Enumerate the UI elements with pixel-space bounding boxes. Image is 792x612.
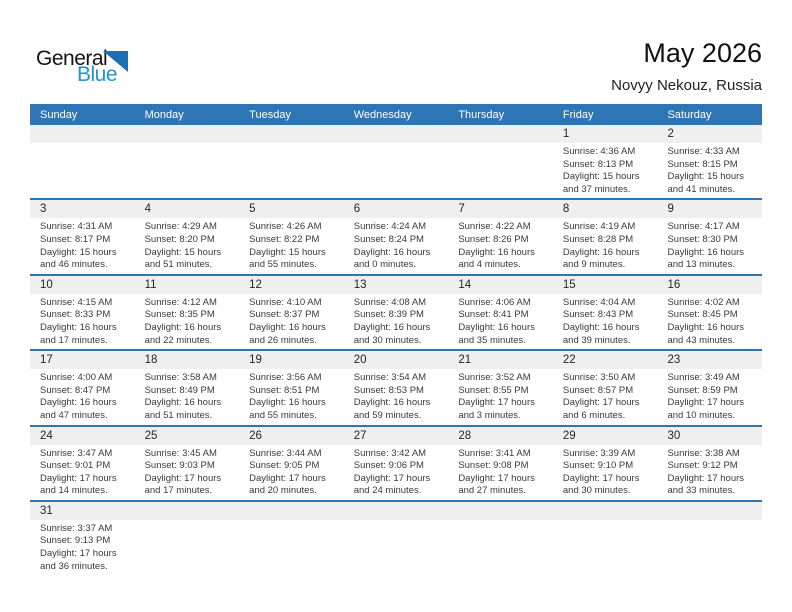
sunset-text: Sunset: 8:13 PM (562, 158, 634, 170)
sunset-text: Sunset: 8:28 PM (562, 233, 634, 245)
day-number (135, 502, 240, 520)
day-number: 23 (667, 354, 681, 367)
day-cell (30, 520, 135, 580)
week-row (30, 276, 762, 351)
day-number: 7 (458, 203, 465, 216)
day-cell (553, 143, 658, 198)
day-detail-band (30, 143, 762, 198)
day-number (30, 125, 135, 143)
daylight-text-line1: Daylight: 17 hours (249, 472, 326, 484)
daylight-text-line2: and 55 minutes. (249, 259, 317, 271)
day-cell (135, 445, 240, 500)
sunset-text: Sunset: 8:41 PM (458, 309, 529, 321)
day-number-band (30, 351, 762, 369)
day-number: 18 (144, 354, 158, 367)
day-number (135, 125, 240, 143)
sunrise-text: Sunrise: 3:44 AM (249, 447, 322, 459)
day-cell (30, 445, 135, 500)
daylight-text-line2: and 24 minutes. (353, 485, 422, 497)
day-number (553, 502, 658, 520)
day-cell (448, 218, 553, 273)
day-number: 28 (458, 429, 472, 442)
day-cell (657, 294, 762, 349)
daylight-text-line2: and 37 minutes. (562, 183, 631, 195)
daylight-text-line2: and 17 minutes. (40, 334, 108, 346)
day-number (448, 502, 553, 520)
sunrise-text: Sunrise: 4:24 AM (353, 221, 427, 233)
day-cell (344, 520, 449, 580)
daylight-text-line2: and 46 minutes. (40, 259, 108, 271)
day-cell (657, 369, 762, 424)
sunset-text: Sunset: 9:06 PM (353, 460, 424, 472)
sunset-text: Sunset: 8:17 PM (40, 233, 111, 245)
daylight-text-line1: Daylight: 16 hours (40, 397, 117, 409)
daylight-text-line1: Daylight: 16 hours (353, 246, 431, 258)
day-cell (30, 143, 135, 198)
day-number: 6 (353, 203, 361, 216)
sunrise-text: Sunrise: 3:47 AM (40, 447, 113, 459)
daylight-text-line2: and 39 minutes. (562, 334, 631, 346)
daylight-text-line1: Daylight: 16 hours (144, 321, 222, 333)
day-cell (553, 445, 658, 500)
sunset-text: Sunset: 8:33 PM (40, 309, 111, 321)
day-cell (239, 143, 344, 198)
sunset-text: Sunset: 8:49 PM (144, 384, 215, 396)
day-number: 1 (562, 128, 570, 140)
day-cell (448, 369, 553, 424)
day-number: 27 (353, 429, 367, 442)
week-row (30, 200, 762, 275)
day-number: 26 (249, 429, 262, 442)
day-number: 13 (353, 278, 367, 291)
day-cell (239, 445, 344, 500)
day-number: 30 (667, 429, 681, 442)
sunset-text: Sunset: 8:51 PM (249, 384, 320, 396)
day-cell (30, 218, 135, 273)
sunset-text: Sunset: 8:30 PM (667, 233, 738, 245)
day-number: 31 (40, 504, 53, 517)
daylight-text-line2: and 43 minutes. (667, 334, 736, 346)
daylight-text-line1: Daylight: 17 hours (458, 472, 535, 484)
daylight-text-line2: and 47 minutes. (40, 409, 108, 421)
day-cell (344, 369, 449, 424)
day-number (344, 125, 449, 143)
day-cell (448, 294, 553, 349)
sunset-text: Sunset: 8:55 PM (458, 384, 529, 396)
sunrise-text: Sunrise: 4:36 AM (562, 146, 636, 157)
sunset-text: Sunset: 8:47 PM (40, 384, 111, 396)
general-blue-logo (36, 47, 156, 97)
daylight-text-line2: and 26 minutes. (249, 334, 317, 346)
day-detail-band (30, 218, 762, 273)
day-cell (448, 445, 553, 500)
weekday-header: Sunday (40, 108, 78, 121)
sunset-text: Sunset: 8:57 PM (562, 384, 634, 396)
day-number (239, 125, 344, 143)
sunset-text: Sunset: 8:43 PM (562, 309, 634, 321)
daylight-text-line2: and 35 minutes. (458, 334, 526, 346)
sunrise-text: Sunrise: 3:41 AM (458, 447, 531, 459)
daylight-text-line2: and 30 minutes. (353, 334, 422, 346)
day-number: 20 (353, 354, 367, 367)
day-cell (448, 143, 553, 198)
sunrise-text: Sunrise: 4:26 AM (249, 221, 322, 233)
daylight-text-line1: Daylight: 15 hours (40, 246, 117, 258)
sunrise-text: Sunrise: 3:45 AM (144, 447, 217, 459)
daylight-text-line1: Daylight: 16 hours (249, 321, 326, 333)
daylight-text-line1: Daylight: 17 hours (667, 397, 745, 409)
sunrise-text: Sunrise: 3:56 AM (249, 372, 322, 384)
daylight-text-line1: Daylight: 16 hours (667, 246, 745, 258)
day-cell (135, 143, 240, 198)
daylight-text-line1: Daylight: 16 hours (249, 397, 326, 409)
day-cell (239, 218, 344, 273)
week-row (30, 502, 762, 580)
sunrise-text: Sunrise: 3:39 AM (562, 447, 636, 459)
sunset-text: Sunset: 8:59 PM (667, 384, 738, 396)
daylight-text-line1: Daylight: 17 hours (667, 472, 745, 484)
day-number: 15 (562, 278, 576, 291)
day-number: 3 (40, 203, 47, 216)
sunset-text: Sunset: 9:13 PM (40, 535, 111, 547)
daylight-text-line2: and 36 minutes. (40, 560, 108, 572)
week-row (30, 427, 762, 502)
sunset-text: Sunset: 8:20 PM (144, 233, 215, 245)
sunrise-text: Sunrise: 3:49 AM (667, 372, 740, 384)
daylight-text-line2: and 41 minutes. (667, 183, 736, 195)
day-cell (553, 520, 658, 580)
sunrise-text: Sunrise: 3:37 AM (40, 522, 113, 534)
weekday-header-row (30, 104, 762, 125)
sunset-text: Sunset: 8:15 PM (667, 158, 738, 170)
daylight-text-line2: and 27 minutes. (458, 485, 526, 497)
daylight-text-line1: Daylight: 16 hours (144, 397, 222, 409)
day-cell (239, 294, 344, 349)
daylight-text-line2: and 22 minutes. (144, 334, 213, 346)
day-cell (657, 218, 762, 273)
day-cell (657, 520, 762, 580)
day-detail-band (30, 445, 762, 500)
sunrise-text: Sunrise: 4:29 AM (144, 221, 217, 233)
weeks-container (30, 125, 762, 580)
sunrise-text: Sunrise: 4:02 AM (667, 296, 740, 308)
daylight-text-line1: Daylight: 17 hours (40, 472, 117, 484)
sunset-text: Sunset: 8:53 PM (353, 384, 424, 396)
sunrise-text: Sunrise: 4:04 AM (562, 296, 636, 308)
daylight-text-line2: and 3 minutes. (458, 409, 521, 421)
sunset-text: Sunset: 9:01 PM (40, 460, 111, 472)
sunrise-text: Sunrise: 4:00 AM (40, 372, 113, 384)
sunset-text: Sunset: 8:45 PM (667, 309, 738, 321)
weekday-header: Wednesday (353, 108, 412, 121)
daylight-text-line1: Daylight: 16 hours (353, 397, 431, 409)
daylight-text-line1: Daylight: 17 hours (562, 397, 640, 409)
day-detail-band (30, 294, 762, 349)
sunset-text: Sunset: 8:39 PM (353, 309, 424, 321)
day-cell (344, 143, 449, 198)
sunrise-text: Sunrise: 4:12 AM (144, 296, 217, 308)
sunrise-text: Sunrise: 4:33 AM (667, 146, 740, 157)
day-number (657, 502, 762, 520)
day-number (448, 125, 553, 143)
day-number: 25 (144, 429, 158, 442)
daylight-text-line2: and 9 minutes. (562, 259, 626, 271)
sunrise-text: Sunrise: 4:22 AM (458, 221, 531, 233)
sunrise-text: Sunrise: 3:54 AM (353, 372, 427, 384)
day-cell (239, 369, 344, 424)
day-cell (135, 369, 240, 424)
daylight-text-line1: Daylight: 17 hours (353, 472, 431, 484)
weekday-header: Monday (144, 108, 184, 121)
sunset-text: Sunset: 8:24 PM (353, 233, 424, 245)
day-cell (344, 294, 449, 349)
sunrise-text: Sunrise: 3:52 AM (458, 372, 531, 384)
day-number-band (30, 200, 762, 218)
daylight-text-line1: Daylight: 15 hours (144, 246, 222, 258)
daylight-text-line2: and 59 minutes. (353, 409, 422, 421)
day-number (344, 502, 449, 520)
daylight-text-line2: and 17 minutes. (144, 485, 213, 497)
day-cell (448, 520, 553, 580)
day-number: 11 (144, 278, 157, 291)
day-number: 9 (667, 203, 674, 216)
day-cell (553, 218, 658, 273)
day-number: 8 (562, 203, 570, 216)
day-number: 22 (562, 354, 576, 367)
daylight-text-line1: Daylight: 17 hours (40, 548, 117, 560)
daylight-text-line1: Daylight: 16 hours (562, 246, 640, 258)
day-cell (344, 218, 449, 273)
day-number: 12 (249, 278, 262, 291)
sunrise-text: Sunrise: 4:15 AM (40, 296, 113, 308)
day-cell (239, 520, 344, 580)
sunrise-text: Sunrise: 4:17 AM (667, 221, 740, 233)
daylight-text-line2: and 20 minutes. (249, 485, 317, 497)
daylight-text-line1: Daylight: 16 hours (40, 321, 117, 333)
page-title: May 2026 (643, 38, 762, 68)
day-cell (30, 369, 135, 424)
sunrise-text: Sunrise: 4:31 AM (40, 221, 113, 233)
sunrise-text: Sunrise: 3:38 AM (667, 447, 740, 459)
day-number: 2 (667, 128, 674, 140)
location-subtitle: Novyy Nekouz, Russia (611, 77, 762, 94)
day-number: 19 (249, 354, 262, 367)
daylight-text-line2: and 33 minutes. (667, 485, 736, 497)
daylight-text-line2: and 30 minutes. (562, 485, 631, 497)
day-number: 5 (249, 203, 256, 216)
day-number-band (30, 125, 762, 143)
sunset-text: Sunset: 9:03 PM (144, 460, 215, 472)
day-cell (30, 294, 135, 349)
daylight-text-line1: Daylight: 16 hours (458, 321, 535, 333)
daylight-text-line2: and 13 minutes. (667, 259, 736, 271)
sunrise-text: Sunrise: 3:42 AM (353, 447, 427, 459)
sunrise-text: Sunrise: 4:10 AM (249, 296, 322, 308)
sunset-text: Sunset: 8:37 PM (249, 309, 320, 321)
sunset-text: Sunset: 9:12 PM (667, 460, 738, 472)
sunset-text: Sunset: 9:08 PM (458, 460, 529, 472)
week-row (30, 351, 762, 426)
week-row (30, 125, 762, 200)
daylight-text-line2: and 0 minutes. (353, 259, 417, 271)
sunset-text: Sunset: 9:05 PM (249, 460, 320, 472)
daylight-text-line1: Daylight: 16 hours (562, 321, 640, 333)
day-cell (553, 369, 658, 424)
daylight-text-line2: and 6 minutes. (562, 409, 626, 421)
day-cell (657, 143, 762, 198)
daylight-text-line1: Daylight: 17 hours (144, 472, 222, 484)
day-number: 10 (40, 278, 53, 291)
weekday-header: Thursday (458, 108, 505, 121)
day-number-band (30, 427, 762, 445)
weekday-header: Saturday (667, 108, 712, 121)
daylight-text-line1: Daylight: 16 hours (458, 246, 535, 258)
daylight-text-line1: Daylight: 15 hours (667, 171, 745, 183)
sunrise-text: Sunrise: 3:50 AM (562, 372, 636, 384)
logo-text-general: General (36, 47, 108, 70)
day-cell (553, 294, 658, 349)
calendar-table (30, 104, 762, 580)
day-detail-band (30, 520, 762, 580)
day-cell (135, 218, 240, 273)
daylight-text-line2: and 14 minutes. (40, 485, 108, 497)
sunrise-text: Sunrise: 4:08 AM (353, 296, 427, 308)
title-block (611, 38, 762, 94)
day-number (239, 502, 344, 520)
day-number: 17 (40, 354, 53, 367)
daylight-text-line1: Daylight: 17 hours (458, 397, 535, 409)
day-number: 4 (144, 203, 151, 216)
sunrise-text: Sunrise: 4:06 AM (458, 296, 531, 308)
day-number: 24 (40, 429, 53, 442)
daylight-text-line1: Daylight: 15 hours (562, 171, 640, 183)
daylight-text-line2: and 4 minutes. (458, 259, 521, 271)
daylight-text-line2: and 51 minutes. (144, 259, 213, 271)
sunset-text: Sunset: 8:35 PM (144, 309, 215, 321)
day-cell (657, 445, 762, 500)
day-cell (344, 445, 449, 500)
daylight-text-line1: Daylight: 16 hours (353, 321, 431, 333)
daylight-text-line2: and 10 minutes. (667, 409, 736, 421)
sunrise-text: Sunrise: 3:58 AM (144, 372, 217, 384)
weekday-header: Friday (562, 108, 594, 121)
daylight-text-line2: and 55 minutes. (249, 409, 317, 421)
day-cell (135, 294, 240, 349)
day-detail-band (30, 369, 762, 424)
daylight-text-line1: Daylight: 17 hours (562, 472, 640, 484)
weekday-header: Tuesday (249, 108, 291, 121)
day-number: 14 (458, 278, 472, 291)
daylight-text-line1: Daylight: 16 hours (667, 321, 745, 333)
day-number-band (30, 276, 762, 294)
day-number: 16 (667, 278, 681, 291)
day-number: 29 (562, 429, 576, 442)
logo-text-blue: Blue (77, 63, 118, 86)
daylight-text-line1: Daylight: 15 hours (249, 246, 326, 258)
sunset-text: Sunset: 9:10 PM (562, 460, 634, 472)
day-cell (135, 520, 240, 580)
sunset-text: Sunset: 8:22 PM (249, 233, 320, 245)
sunrise-text: Sunrise: 4:19 AM (562, 221, 636, 233)
day-number-band (30, 502, 762, 520)
sunset-text: Sunset: 8:26 PM (458, 233, 529, 245)
day-number: 21 (458, 354, 472, 367)
daylight-text-line2: and 51 minutes. (144, 409, 213, 421)
